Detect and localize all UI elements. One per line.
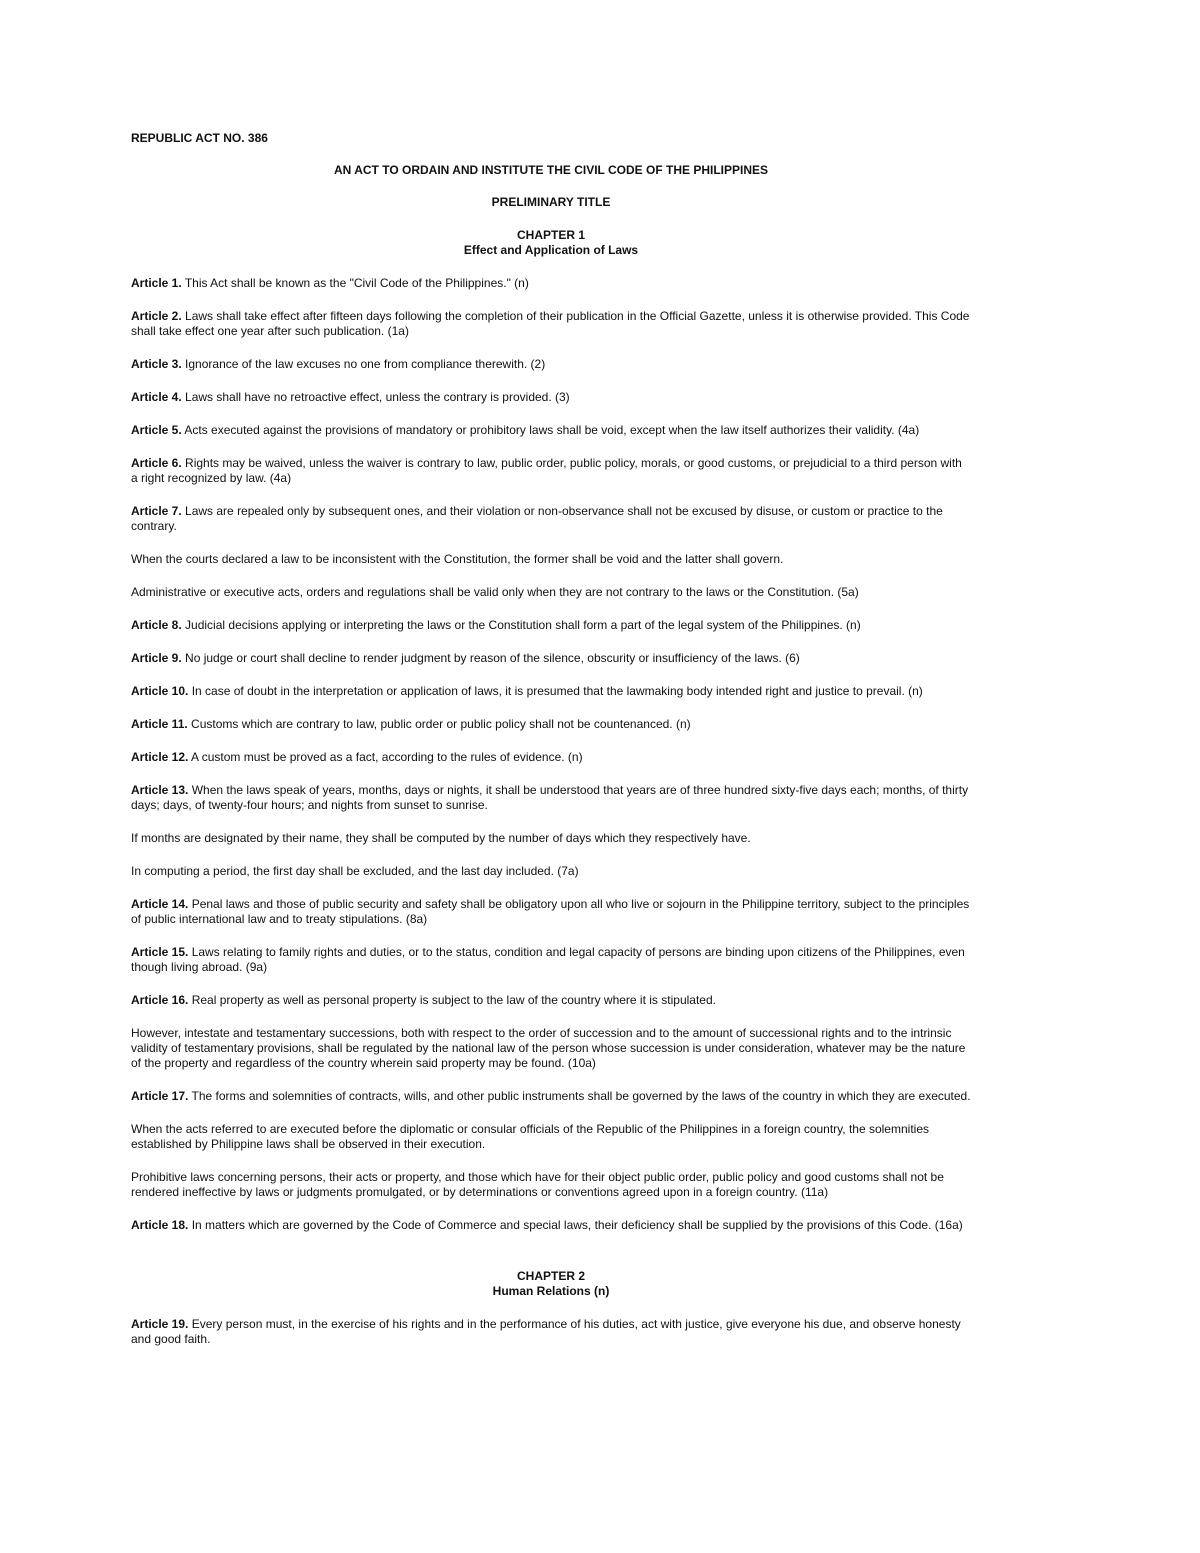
article-paragraph: [131, 390, 971, 405]
article-paragraph: [131, 1122, 971, 1152]
article-paragraph: [131, 618, 971, 633]
article-text: In case of doubt in the interpretation or application of laws, it is presumed that the lawmaking body intended right and justice to prevail. (n): [188, 684, 923, 698]
article-paragraph: [131, 684, 971, 699]
article-text: Penal laws and those of public security and safety shall be obligatory upon all who live or sojourn in the Philippine territory, subject to the principles of public international law and to treaty stipulations. (8a): [131, 897, 970, 926]
article-paragraph: [131, 750, 971, 765]
article-text: Laws are repealed only by subsequent ones, and their violation or non-observance shall not be excused by disuse, or custom or practice to the contrary.: [131, 504, 943, 533]
article-text: Prohibitive laws concerning persons, their acts or property, and those which have for their object public order, public policy and good customs shall not be rendered ineffective by laws or judgments promulgated, or by determinations or conventions agreed upon in a foreign country. (11a): [131, 1170, 944, 1199]
article-text: When the courts declared a law to be inconsistent with the Constitution, the former shall be void and the latter shall govern.: [131, 552, 784, 566]
article-paragraph: [131, 1026, 971, 1071]
article-text: If months are designated by their name, they shall be computed by the number of days which they respectively have.: [131, 831, 751, 845]
article-label: Article 10.: [131, 684, 189, 698]
article-text: When the acts referred to are executed before the diplomatic or consular officials of the Republic of the Philippines in a foreign country, the solemnities established by Philippine laws shall be observed in their execution.: [131, 1122, 929, 1151]
article-text: In matters which are governed by the Code of Commerce and special laws, their deficiency shall be supplied by the provisions of this Code. (16a): [188, 1218, 963, 1232]
article-label: Article 3.: [131, 357, 182, 371]
article-paragraph: [131, 897, 971, 927]
article-paragraph: [131, 504, 971, 534]
chapter-2-heading: CHAPTER 2: [516, 1269, 585, 1283]
article-text: However, intestate and testamentary successions, both with respect to the order of succession and to the amount of successional rights and to the intrinsic validity of testamentary provisions, shall be regulated by the national law of the person whose succession is under consideration, whatever may be the nature of the property and regardless of the country wherein said property may be found. (10a): [131, 1026, 966, 1070]
article-text: Laws shall take effect after fifteen days following the completion of their publication in the Official Gazette, unless it is otherwise provided. This Code shall take effect one year after such publication. (1a): [131, 309, 970, 338]
article-label: Article 17.: [131, 1089, 189, 1103]
article-label: Article 6.: [131, 456, 182, 470]
chapter-1-heading-block: [131, 228, 971, 258]
article-text: Acts executed against the provisions of mandatory or prohibitory laws shall be void, except when the law itself authorizes their validity. (4a): [181, 423, 920, 437]
article-label: Article 5.: [131, 423, 182, 437]
article-text: Laws shall have no retroactive effect, unless the contrary is provided. (3): [181, 390, 570, 404]
article-paragraph: [131, 456, 971, 486]
chapter-2-articles: [131, 1317, 971, 1347]
article-text: When the laws speak of years, months, days or nights, it shall be understood that years are of three hundred sixty-five days each; months, of thirty days; days, of twenty-four hours; and nights from sunset to sunrise.: [131, 783, 969, 812]
article-paragraph: [131, 864, 971, 879]
chapter-1-subheading: Effect and Application of Laws: [463, 243, 639, 257]
preliminary-title: PRELIMINARY TITLE: [491, 195, 611, 209]
article-label: Article 15.: [131, 945, 189, 959]
article-label: Article 1.: [131, 276, 182, 290]
article-paragraph: [131, 1089, 971, 1104]
article-paragraph: [131, 276, 971, 291]
article-text: This Act shall be known as the "Civil Code of the Philippines." (n): [181, 276, 529, 290]
chapter-2-heading-block: [131, 1269, 971, 1299]
article-paragraph: [131, 1170, 971, 1200]
article-text: Judicial decisions applying or interpreting the laws or the Constitution shall form a part of the legal system of the Philippines. (n): [181, 618, 861, 632]
article-label: Article 2.: [131, 309, 182, 323]
article-paragraph: [131, 783, 971, 813]
article-label: Article 18.: [131, 1218, 189, 1232]
article-paragraph: [131, 1317, 971, 1347]
document-page: [131, 131, 971, 1365]
chapter-2-subheading: Human Relations (n): [492, 1284, 610, 1298]
article-paragraph: [131, 357, 971, 372]
article-paragraph: [131, 552, 971, 567]
article-label: Article 9.: [131, 651, 182, 665]
article-label: Article 7.: [131, 504, 182, 518]
article-text: The forms and solemnities of contracts, wills, and other public instruments shall be governed by the laws of the country in which they are executed.: [188, 1089, 971, 1103]
chapter-1-heading: CHAPTER 1: [516, 228, 585, 242]
article-paragraph: [131, 993, 971, 1008]
article-paragraph: [131, 945, 971, 975]
article-label: Article 12.: [131, 750, 189, 764]
article-text: Customs which are contrary to law, public order or public policy shall not be countenanced. (n): [187, 717, 691, 731]
article-text: Rights may be waived, unless the waiver is contrary to law, public order, public policy, morals, or good customs, or prejudicial to a third person with a right recognized by law. (4a): [131, 456, 962, 485]
article-text: No judge or court shall decline to render judgment by reason of the silence, obscurity or insufficiency of the laws. (6): [181, 651, 800, 665]
article-text: Laws relating to family rights and duties, or to the status, condition and legal capacity of persons are binding upon citizens of the Philippines, even though living abroad. (9a): [131, 945, 965, 974]
article-label: Article 13.: [131, 783, 189, 797]
article-paragraph: [131, 651, 971, 666]
article-paragraph: [131, 423, 971, 438]
article-label: Article 14.: [131, 897, 189, 911]
article-text: Real property as well as personal property is subject to the law of the country where it is stipulated.: [188, 993, 716, 1007]
article-paragraph: [131, 1218, 971, 1233]
article-paragraph: [131, 309, 971, 339]
act-number: REPUBLIC ACT NO. 386: [131, 131, 268, 145]
article-text: In computing a period, the first day shall be excluded, and the last day included. (7a): [131, 864, 579, 878]
article-text: A custom must be proved as a fact, according to the rules of evidence. (n): [188, 750, 583, 764]
article-label: Article 19.: [131, 1317, 189, 1331]
article-text: Ignorance of the law excuses no one from compliance therewith. (2): [181, 357, 546, 371]
article-label: Article 11.: [131, 717, 188, 731]
article-label: Article 4.: [131, 390, 182, 404]
article-label: Article 16.: [131, 993, 189, 1007]
article-paragraph: [131, 585, 971, 600]
article-paragraph: [131, 831, 971, 846]
article-paragraph: [131, 717, 971, 732]
article-text: Every person must, in the exercise of his rights and in the performance of his duties, act with justice, give everyone his due, and observe honesty and good faith.: [131, 1317, 961, 1346]
chapter-1-articles: [131, 276, 971, 1233]
article-label: Article 8.: [131, 618, 182, 632]
act-title: AN ACT TO ORDAIN AND INSTITUTE THE CIVIL CODE OF THE PHILIPPINES: [333, 163, 769, 177]
article-text: Administrative or executive acts, orders and regulations shall be valid only when they are not contrary to the laws or the Constitution. (5a): [131, 585, 859, 599]
